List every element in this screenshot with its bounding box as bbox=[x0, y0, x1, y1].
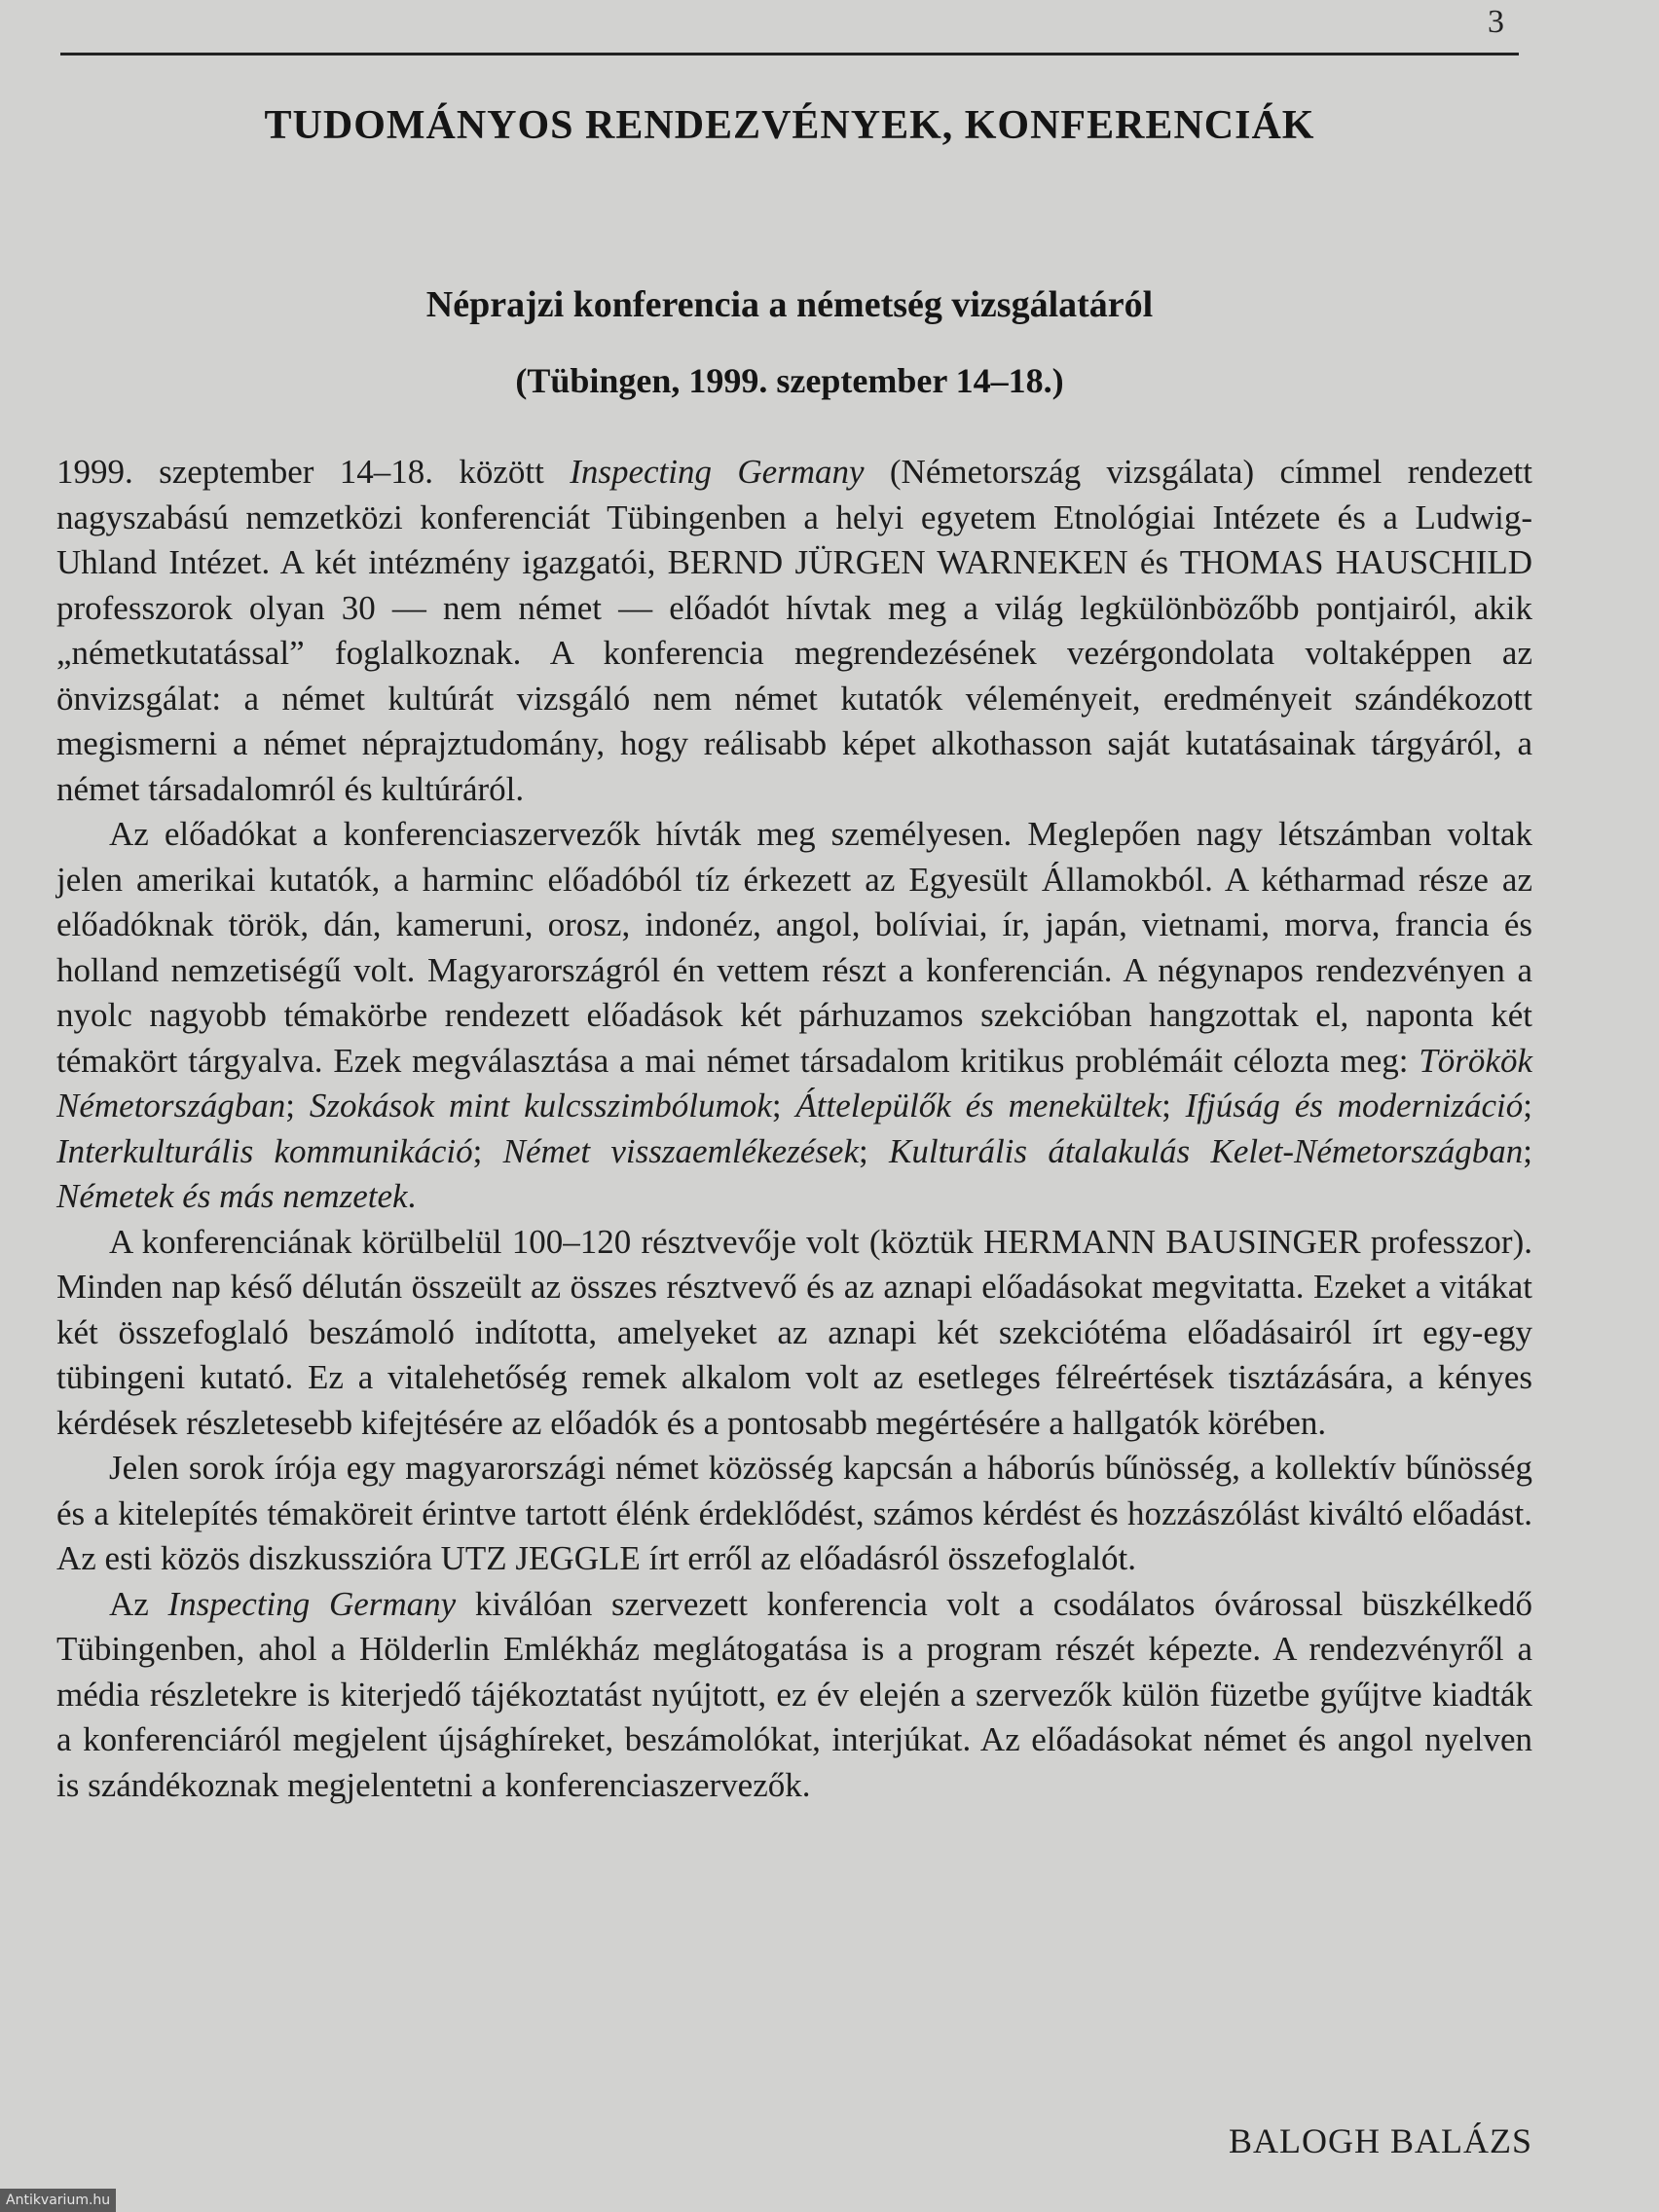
paragraph-2: Az előadókat a konferenciaszervezők hívták meg személyesen. Meglepően nagy létszámban voltak jelen amerikai kutatók, a harminc előadóból tíz érkezett az Egyesült Államokból. A kétharmad része az előadóknak török, dán, kameruni, orosz, indonéz, angol, bolíviai, ír, japán, vietnami, morva, francia és holland nemzetiségű volt. Magyarországról én vettem részt a konferencián. A négynapos rendezvényen a nyolc nagyobb témakörbe rendezett előadások két párhuzamos szekcióban hangzottak el, naponta két témakört tárgyalva. Ezek megválasztása a mai német társadalom kritikus problémáit célozta meg: Törökök Németországban; Szokások mint kulcsszimbólumok; Áttelepülők és menekültek; Ifjúság és modernizáció; Interkulturális kommunikáció; Német visszaemlékezések; Kulturális átalakulás Kelet-Németországban; Németek és más nemzetek. bbox=[56, 815, 1533, 1215]
paragraph-3: A konferenciának körülbelül 100–120 résztvevője volt (köztük HERMANN BAUSINGER professzor). Minden nap késő délután összeült az összes résztvevő és az aznapi előadásokat megvitatta. Ezeket a vitákat két összefoglaló beszámoló indította, amelyeket az aznapi két szekciótéma előadásairól írt egy-egy tübingeni kutató. Ez a vitalehetőség remek alkalom volt az esetleges félreértések tisztázására, a kényes kérdések részletesebb kifejtésére az előadók és a pontosabb megértésére a hallgatók körében. bbox=[56, 1222, 1532, 1442]
topic-1: Törökök Németországban bbox=[56, 1041, 1532, 1124]
watermark: Antikvarium.hu bbox=[0, 2189, 116, 2212]
topic-8: Németek és más nemzetek bbox=[56, 1177, 408, 1215]
article-title: Néprajzi konferencia a németség vizsgálatáról bbox=[425, 284, 1154, 325]
topic-2: Szokások mint kulcsszimbólumok bbox=[309, 1087, 772, 1124]
paragraph-1: 1999. szeptember 14–18. között Inspecting Germany (Németország vizsgálata) címmel rendezett nagyszabású nemzetközi konferenciát Tübingenben a helyi egyetem Etnológiai Intézete és a Ludwig-Uhland Intézet. A két intézmény igazgatói, BERND JÜRGEN WARNEKEN és THOMAS HAUSCHILD professzorok olyan 30 — nem német — előadót hívtak meg a világ legkülönbözőbb pontjairól, akik „németkutatással” foglalkoznak. A konferencia megrendezésének vezérgondolata voltaképpen az önvizsgálat: a német kultúrát vizsgáló nem német kutatók véleményeit, eredményeit szándékozott megismerni a német néprajztudomány, hogy reálisabb képet alkothasson saját kutatásainak tárgyáról, a német társadalomról és kultúráról. bbox=[56, 453, 1532, 808]
article-subtitle: (Tübingen, 1999. szeptember 14–18.) bbox=[515, 361, 1064, 400]
header-rule bbox=[60, 53, 1519, 55]
paragraph-5: Az Inspecting Germany kiválóan szervezett konferencia volt a csodálatos óvárossal büszkélkedő Tübingenben, ahol a Hölderlin Emlékház meglátogatása is a program részét képezte. A rendezvényről a média részletekre is kiterjedő tájékoztatást nyújtott, ez év elején a szervezők külön füzetbe gyűjtve kiadták a konferenciáról megjelent újsághíreket, beszámolókat, interjúkat. Az előadásokat német és angol nyelven is szándékoznak megjelentetni a konferenciaszervezők. bbox=[56, 1584, 1532, 1804]
article-body bbox=[56, 450, 1532, 1808]
event-name: Inspecting Germany bbox=[167, 1584, 457, 1623]
event-name: Inspecting Germany bbox=[570, 453, 865, 491]
topic-3: Áttelepülők és menekültek bbox=[795, 1087, 1162, 1124]
topic-7: Kulturális átalakulás Kelet-Németországban bbox=[889, 1131, 1524, 1170]
topic-6: Német visszaemlékezések bbox=[502, 1131, 859, 1170]
topic-5: Interkulturális kommunikáció bbox=[56, 1131, 473, 1170]
section-heading: TUDOMÁNYOS RENDEZVÉNYEK, KONFERENCIÁK bbox=[264, 103, 1315, 148]
page-number: 3 bbox=[1488, 4, 1504, 40]
author-signature: BALOGH BALÁZS bbox=[1228, 2121, 1532, 2160]
topic-4: Ifjúság és modernizáció bbox=[1185, 1087, 1524, 1124]
paragraph-4: Jelen sorok írója egy magyarországi német közösség kapcsán a háborús bűnösség, a kollektív bűnösség és a kitelepítés témaköreit érintve tartott élénk érdeklődést, számos kérdést és hozzászólást kiváltó előadást. Az esti közös diszkusszióra UTZ JEGGLE írt erről az előadásról összefoglalót. bbox=[56, 1449, 1532, 1577]
